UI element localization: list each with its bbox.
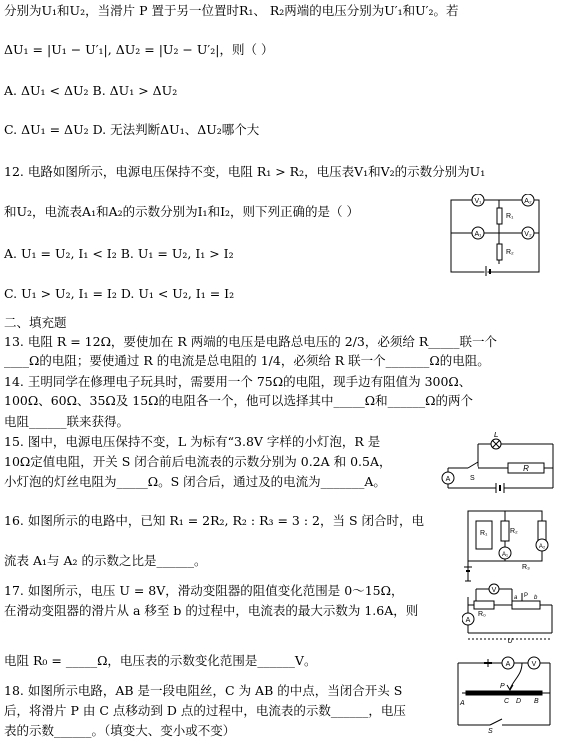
diagram-label: B [534, 698, 539, 705]
diagram-label: a [514, 595, 518, 601]
text-line: 小灯泡的灯丝电阻为_____Ω。S 闭合后，通过及的电流为_______A。 [4, 474, 386, 489]
diagram-label: P [500, 683, 505, 690]
circuit-diagram-q15 [438, 432, 562, 498]
circuit-diagram-q12 [446, 194, 544, 276]
text-line: 后，将滑片 P 由 C 点移动到 D 点的过程中，电流表的示数______，电压 [4, 703, 406, 718]
text-line: 10Ω定值电阻，开关 S 闭合前后电流表的示数分别为 0.2A 和 0.5A， [4, 454, 392, 469]
diagram-label: P [524, 593, 529, 599]
text-line: ____Ω的电阻；要使通过 R 的电流是总电阻的 1/4，必须给 R 联一个_______Ω的电阻。 [4, 353, 490, 368]
text-line: 流表 A₁与 A₂ 的示数之比是______。 [4, 553, 207, 568]
diagram-label: R₀ [478, 611, 486, 618]
diagram-label: V [531, 661, 537, 668]
diagram-label: D [516, 698, 522, 705]
question-12: 12. 电路如图所示，电源电压保持不变，电阻 R₁ > R₂，电压表V₁和V₂的示数分别为U₁ [4, 164, 486, 179]
diagram-label: R₂ [510, 528, 518, 535]
text-line: 分别为U₁和U₂，当滑片 P 置于另一位置时R₁、 R₂两端的电压分别为U′₁和U′₂。若 [4, 3, 459, 18]
question-14: 14. 王明同学在修理电子玩具时，需要用一个 75Ω的电阻，现手边有阻值为 300Ω、 [4, 374, 472, 389]
diagram-label: S [470, 475, 475, 482]
diagram-label: b [534, 595, 538, 601]
diagram-label: R₂ [506, 249, 514, 256]
circuit-diagram-q17 [462, 583, 558, 643]
question-18: 18. 如图所示电路，AB 是一段电阻丝，C 为 AB 的中点，当闭合开头 S [4, 683, 403, 698]
question-13: 13. 电阻 R = 12Ω，要使加在 R 两端的电压是电路总电压的 2/3，必须给 R_____联一个 [4, 334, 498, 349]
diagram-label: S [488, 728, 493, 735]
text-line: C. ΔU₁ = ΔU₂ D. 无法判断ΔU₁、ΔU₂哪个大 [4, 122, 260, 137]
diagram-label: A [460, 700, 465, 707]
option-line: A. U₁ = U₂, I₁ < I₂ B. U₁ = U₂, I₁ > I₂ [4, 246, 234, 261]
diagram-label: A₁ [501, 552, 509, 558]
text-line: 在滑动变阻器的滑片从 a 移至 b 的过程中，电流表的最大示数为 1.6A，则 [4, 603, 419, 618]
section-heading: 二、填充题 [4, 315, 67, 330]
option-line: C. U₁ > U₂, I₁ = I₂ D. U₁ < U₂, I₁ = I₂ [4, 286, 235, 301]
diagram-label: L [494, 432, 499, 439]
diagram-label: U [507, 638, 513, 643]
text-line: 电阻______联来获得。 [4, 414, 130, 429]
diagram-label: A [445, 476, 451, 483]
circuit-diagram-q16 [460, 505, 556, 585]
question-16: 16. 如图所示的电路中，已知 R₁ = 2R₂, R₂ : R₃ = 3 : 2，当 S 闭合时，电 [4, 513, 424, 528]
diagram-label: V₂ [524, 231, 532, 238]
text-line: 电阻 R₀ = _____Ω，电压表的示数变化范围是______V。 [4, 653, 317, 668]
diagram-label: A₂ [538, 544, 546, 550]
diagram-label: A [465, 617, 471, 624]
question-17: 17. 如图所示，电压 U = 8V，滑动变阻器的阻值变化范围是 0～15Ω， [4, 583, 404, 598]
diagram-label: A₁ [474, 231, 482, 238]
diagram-label: C [504, 698, 510, 705]
diagram-label: A₂ [524, 198, 532, 205]
text-line: ΔU₁ = |U₁ − U′₁|, ΔU₂ = |U₂ − U′₂|，则（ ） [4, 42, 274, 57]
text-line: 和U₂，电流表A₁和A₂的示数分别为I₁和I₂，则下列正确的是（ ） [4, 204, 359, 219]
diagram-label: V₁ [474, 198, 482, 205]
circuit-diagram-q18 [452, 655, 558, 735]
text-line: A. ΔU₁ < ΔU₂ B. ΔU₁ > ΔU₂ [4, 83, 178, 98]
diagram-label: R₃ [522, 564, 530, 571]
text-line: 100Ω、60Ω、35Ω及 15Ω的电阻各一个，他可以选择其中_____Ω和______Ω的两个 [4, 393, 473, 408]
text-line: 表的示数______。（填变大、变小或不变） [4, 723, 236, 738]
diagram-label: V [491, 587, 497, 594]
diagram-label: R₁ [506, 213, 514, 220]
diagram-label: R₁ [480, 530, 488, 537]
question-15: 15. 图中，电源电压保持不变，L 为标有“3.8V 字样的小灯泡，R 是 [4, 434, 381, 449]
diagram-label: A [505, 661, 511, 668]
diagram-label: R [523, 464, 529, 473]
